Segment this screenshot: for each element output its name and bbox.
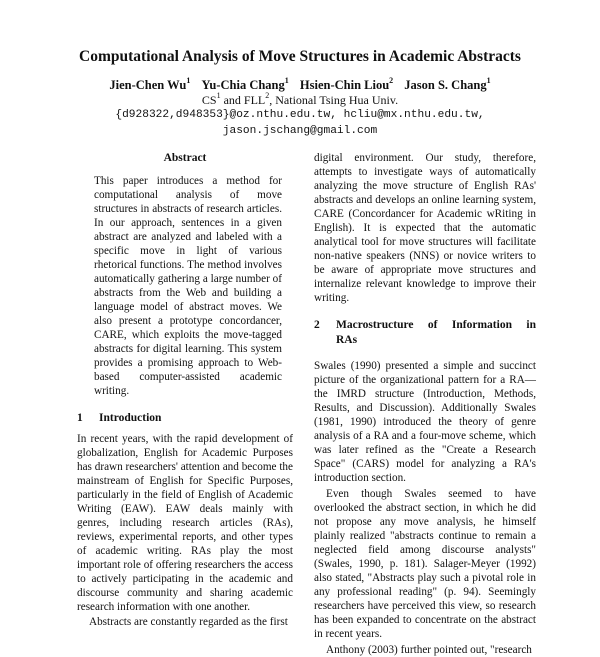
abstract-body: This paper introduces a method for computational analysis of move structures in abstracts of research articles. In our approach, sentences in a given abstract are analyzed and labeled with a specific move in light of various rhetorical functions. The method involves automatically gathering a large number of abstracts from the Web and building a language model of abstract moves. We also present a prototype concordancer, CARE, which exploits the move-tagged abstracts for digital learning. This system provides a promising approach to Web-based computer-assisted academic writing.: [94, 175, 282, 397]
section-2-heading: 2 Macrostructure of Information in: [314, 319, 536, 331]
right-column: [314, 151, 536, 657]
author-2: Yu-Chia Chang$^1$: [201, 76, 289, 93]
intro-paragraph-1: In recent years, with the rapid development of globalization, English for Academic Purposes has drawn researchers' attention and become the mainstream of English for Specific Purposes, particularly in the field of English of Academic Writing (EAW). EAW deals mainly with genres, including research articles (RAs), reviews, experimental reports, and other types of academic writing. RAs play the most important role of offering researchers the access to actively participating in the academic and discourse community and sharing academic research information with one another.: [77, 433, 293, 613]
author-4: Jason S. Chang$^1$: [404, 76, 491, 93]
author-emails-line-2: jason.jschang@gmail.com: [222, 125, 378, 137]
intro-paragraph-2: Abstracts are constantly regarded as the first: [89, 616, 288, 628]
left-column: [77, 151, 293, 629]
macro-paragraph-1: Swales (1990) presented a simple and succinct picture of the organizational pattern for a RA— the IMRD structure (Introduction, Methods, Results, and Discussion). Additionally Swales (1981, 1990) introduced the theory of genre analysis of a RA and a four-move scheme, which was later refined as the "Create a Research Space" (CARS) model for analyzing a RA's introduction section.: [314, 360, 536, 484]
paper-title: Computational Analysis of Move Structures in Academic Abstracts: [79, 48, 521, 65]
author-3: Hsien-Chin Liou$^2$: [299, 76, 394, 93]
affiliation: $CS^1$ and FLL$^2$, National Tsing Hua Univ.: [201, 91, 399, 107]
intro-continuation: digital environment. Our study, therefore, attempts to investigate ways of automatically analyzing the move structure of English RAs' abstracts and develops an online learning system, CARE (Concordancer for Academic wRiting in English). It is expected that the automatic analytical tool for move structures will facilitate non-native speakers (NNS) or novice writers to be aware of appropriate move structures and internalize relevant knowledge to improve their writing.: [314, 152, 536, 304]
macro-paragraph-2: Even though Swales seemed to have overlooked the abstract section, in which he did not propose any move analysis, he himself plainly realized "abstracts continue to remain a neglected field among discourse analysts" (Swales, 1990, p. 181). Salager-Meyer (1992) also stated, "Abstracts play such a pivotal role in any professional reading" (p. 94). Seemingly researchers have perceived this view, so research has been expanded to concentrate on the abstract in recent years.: [314, 488, 536, 640]
author-1: Jien-Chen Wu$^1$: [109, 76, 191, 93]
author-emails-line-1: {d928322,d948353}@oz.nthu.edu.tw, hcliu@mx.nthu.edu.tw,: [115, 109, 485, 121]
author-list: [0, 77, 600, 93]
macro-paragraph-3: Anthony (2003) further pointed out, "research: [326, 644, 532, 656]
section-2-heading-line-2: RAs: [336, 334, 358, 346]
abstract-heading: Abstract: [163, 152, 207, 164]
section-1-heading: 1 Introduction: [77, 412, 162, 424]
